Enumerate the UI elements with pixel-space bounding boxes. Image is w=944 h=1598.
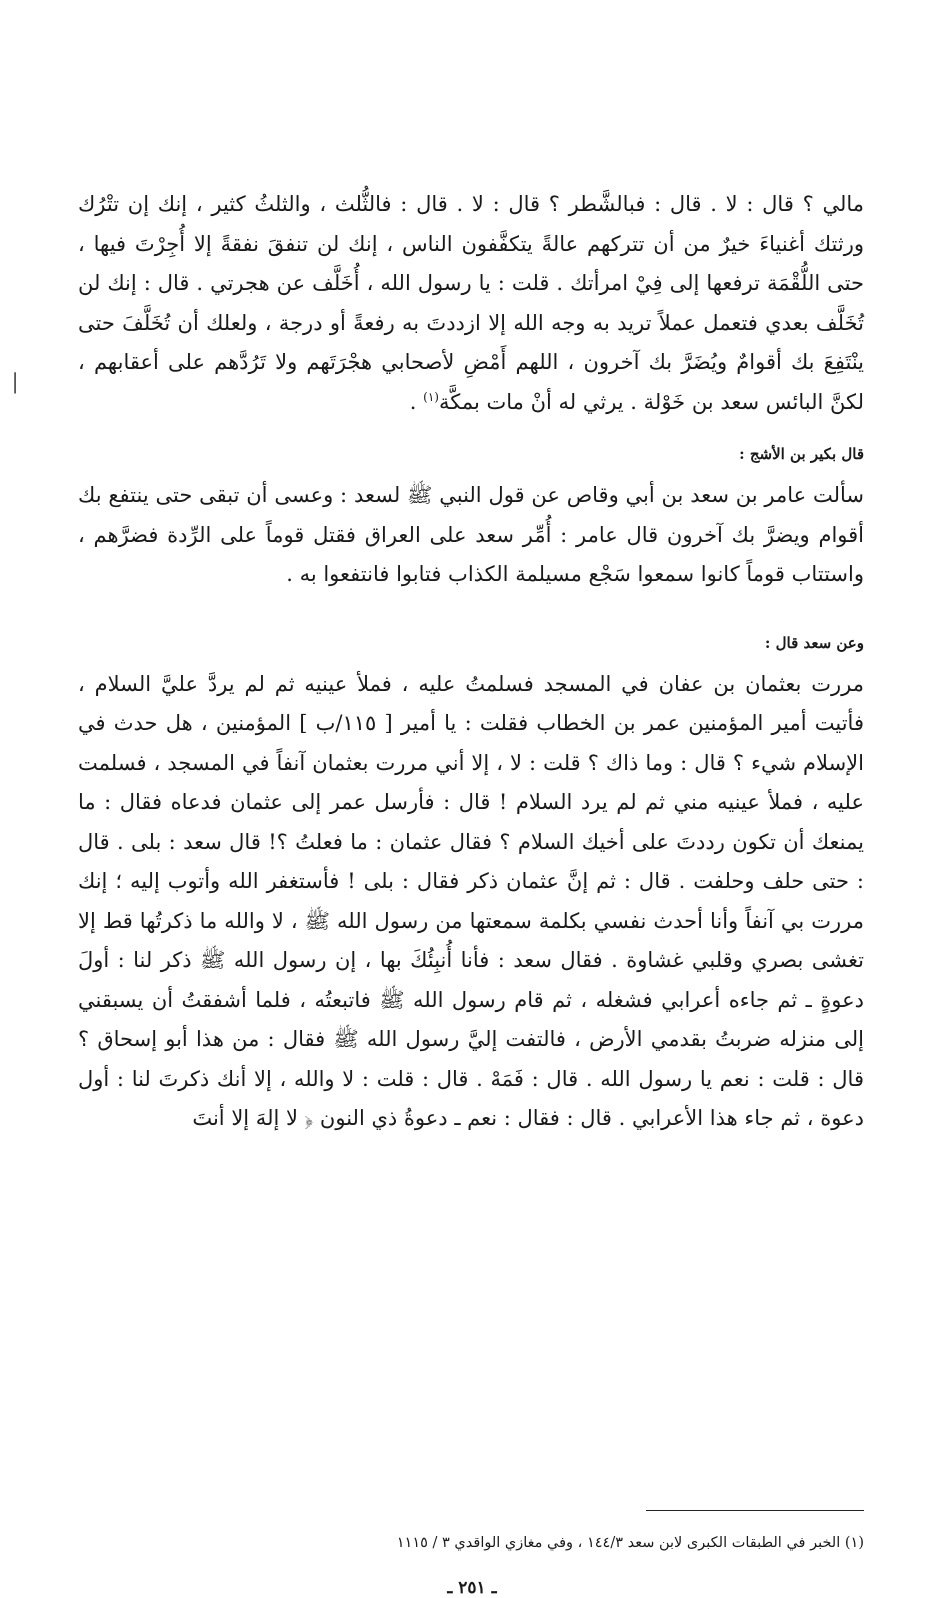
paragraph-1-text: مالي ؟ قال : لا . قال : فبالشَّطر ؟ قال : لا . قال : فالثُّلث ، والثلثُ كثير ، إنك إن تتْرُك ورثتك أغنياءَ خيرٌ من أن تتركهم عالةً يتكفَّفون الناس ، إنك لن تنفقَ نفقةً إلا أُجِرْتَ فيها ، حتى اللُّقْمَة ترفعها إلى فِيْ امرأتك . قلت : يا رسول الله ، أُخَلَّف عن هجرتي . قال : إنك لن تُخَلَّف بعدي فتعمل عملاً تريد به وجه الله إلا ازددتَ به رفعةً أو درجة ، ولعلك أن تُخَلَّفَ حتى ينْتَفِعَ بك أقوامٌ ويُضَرَّ بك آخرون ، اللهم أَمْضِ لأصحابي هجْرَتَهم ولا تَرُدَّهم على أعقابهم ، لكنَّ البائس سعد بن خَوْلة . يرثي له أنْ مات بمكَّة (78, 192, 864, 414)
footnote-divider (646, 1510, 864, 1511)
section-heading-bukayr: قال بكير بن الأشج : (739, 445, 864, 463)
paragraph-1 (78, 185, 864, 422)
page-number: ـ ٢٥١ ـ (447, 1578, 497, 1598)
footnote-marker: (١) (423, 389, 439, 404)
paragraph-2: سألت عامر بن سعد بن أبي وقاص عن قول النبي ﷺ لسعد : وعسى أن تبقى حتى ينتفع بك أقوام ويضرَّ بك آخرون قال عامر : أُمِّر سعد على العراق فقتل قوماً على الرِّدة فضرَّهم ، واستتاب قوماً كانوا سمعوا سَجْع مسيلمة الكذاب فتابوا فانتفعوا به . (78, 483, 864, 586)
section-heading-saad: وعن سعد قال : (764, 633, 864, 652)
footnote: (١) الخبر في الطبقات الكبرى لابن سعد ١٤٤/٣ ، وفي مغازي الواقدي ٣ / ١١١٥ (396, 1535, 864, 1551)
paragraph-3: مررت بعثمان بن عفان في المسجد فسلمتُ عليه ، فملأ عينيه ثم لم يردَّ عليَّ السلام ، فأتيت أمير المؤمنين عمر بن الخطاب فقلت : يا أمير [ ١١٥/ب ] المؤمنين ، هل حدث في الإسلام شيء ؟ قال : وما ذاك ؟ قلت : لا ، إلا أني مررت بعثمان آنفاً في المسجد ، فسلمت عليه ، فملأ عينيه مني ثم لم يرد السلام ! قال : فأرسل عمر إلى عثمان فدعاه فقال : ما يمنعك أن تكون رددتَ على أخيك السلام ؟ فقال عثمان : ما فعلتُ ؟! قال سعد : بلى . قال : حتى حلف وحلفت . قال : ثم إنَّ عثمان ذكر فقال : بلى ! فأستغفر الله وأتوب إليه ؛ إنك مررت بي آنفاً وأنا أحدث نفسي بكلمة سمعتها من رسول الله ﷺ ، لا والله ما ذكرتُها قط إلا تغشى بصري وقلبي غشاوة . فقال سعد : فأنا أُنبِئُكَ بها ، إن رسول الله ﷺ ذكر لنا : أولَ دعوةٍ ـ ثم جاءه أعرابي فشغله ، ثم قام رسول الله ﷺ فاتبعتُه ، فلما أشفقتُ أن يسبقني إلى منزله ضربتُ بقدمي الأرض ، فالتفت إليَّ رسول الله ﷺ فقال : من هذا أبو إسحاق ؟ قال : قلت : نعم يا رسول الله . قال : فَمَهْ . قال : قلت : لا والله ، إلا أنك ذكرتَ لنا : أول دعوة ، ثم جاء هذا الأعرابي . قال : فقال : نعم ـ دعوةُ ذي النون ﴿ لا إلهَ إلا أنتَ (78, 671, 864, 1130)
paragraph-1-end: . (409, 389, 424, 414)
page-body (78, 185, 864, 1139)
margin-mark: ׀ (10, 374, 21, 395)
